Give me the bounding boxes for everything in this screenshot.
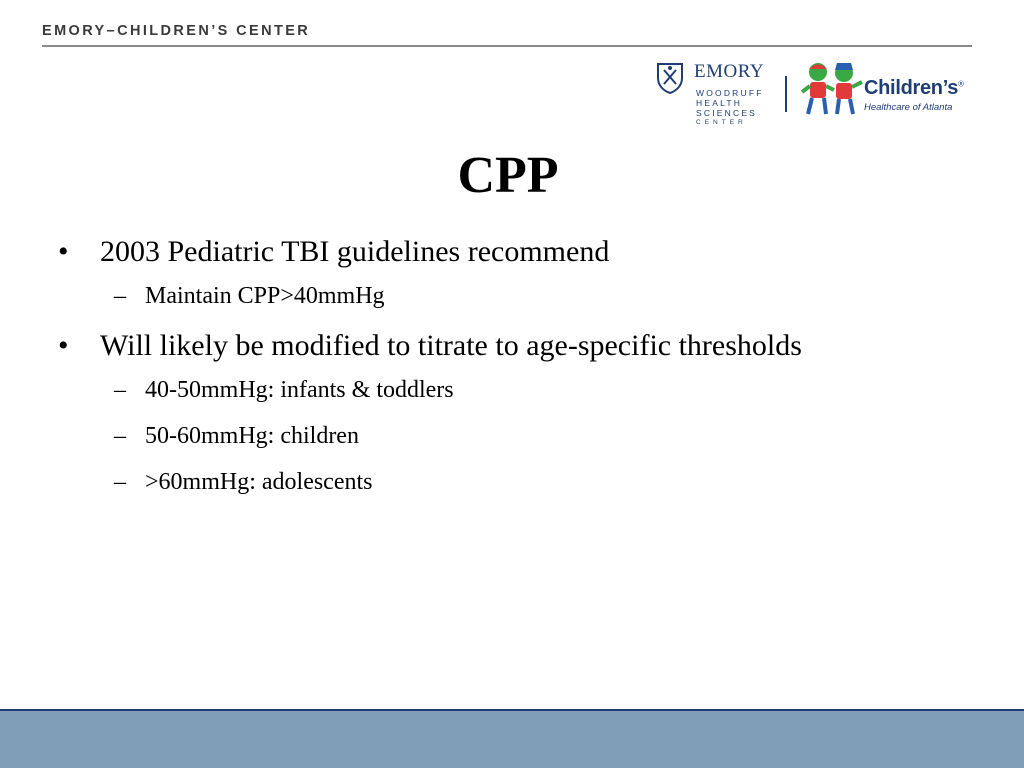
childrens-wordmark — [864, 77, 964, 100]
bullet-item — [58, 230, 958, 273]
emory-line-2: HEALTH — [696, 98, 743, 108]
registered-mark: ® — [958, 79, 964, 89]
logo-divider — [785, 76, 787, 112]
emory-line-3: SCIENCES — [696, 108, 758, 118]
slide-title: CPP — [457, 147, 559, 204]
childrens-wordmark-text: Children’s — [864, 77, 959, 99]
childrens-logo — [800, 60, 980, 120]
sub-bullet-item — [58, 419, 958, 453]
sub-bullet-text: Maintain CPP>40mmHg — [145, 283, 385, 309]
emory-logo — [654, 60, 774, 136]
sub-bullet-item — [58, 465, 958, 499]
sub-bullet-item — [58, 373, 958, 407]
dash-glyph: – — [114, 469, 126, 495]
dash-glyph: – — [114, 377, 126, 403]
emory-wordmark: EMORY — [694, 61, 765, 82]
emory-line-4: CENTER — [696, 119, 747, 126]
dash-glyph: – — [114, 423, 126, 449]
sub-bullet-text: 40-50mmHg: infants & toddlers — [145, 377, 454, 403]
header-divider — [42, 45, 972, 47]
dash-glyph: – — [114, 283, 126, 309]
header-title: EMORY–CHILDREN’S CENTER — [42, 23, 311, 39]
shield-icon — [656, 62, 684, 94]
bullet-text: 2003 Pediatric TBI guidelines recommend — [100, 235, 610, 268]
sub-bullet-text: >60mmHg: adolescents — [145, 469, 373, 495]
slide-body — [58, 230, 958, 510]
sub-bullet-item — [58, 279, 958, 313]
footer-band — [0, 711, 1024, 768]
bullet-glyph: • — [58, 329, 69, 362]
bullet-glyph: • — [58, 235, 69, 268]
kids-icon — [800, 60, 864, 116]
sub-bullet-text: 50-60mmHg: children — [145, 423, 359, 449]
emory-line-1: WOODRUFF — [696, 88, 764, 98]
bullet-item — [58, 324, 958, 367]
childrens-subtitle: Healthcare of Atlanta — [864, 102, 953, 113]
bullet-text: Will likely be modified to titrate to age-specific thresholds — [100, 329, 802, 362]
